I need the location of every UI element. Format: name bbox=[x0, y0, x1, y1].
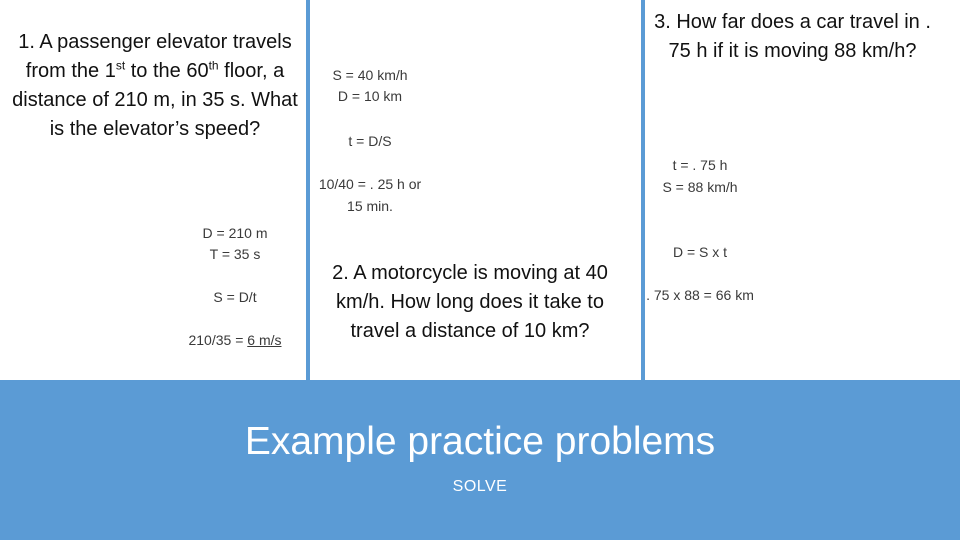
problem2-given-s: S = 40 km/h bbox=[332, 67, 408, 83]
problem2-given-d: D = 10 km bbox=[337, 88, 403, 104]
problem3-calculation: . 75 x 88 = 66 km bbox=[646, 287, 754, 303]
problem3-question: 3. How far does a car travel in . 75 h if it is moving 88 km/h? bbox=[654, 11, 931, 62]
problem2-question: 2. A motorcycle is moving at 40 km/h. How long does it take to travel a distance of 10 km? bbox=[332, 262, 608, 342]
slide-subtitle: SOLVE bbox=[452, 478, 508, 495]
problem1-given-t: T = 35 s bbox=[209, 246, 261, 262]
problem1-given-d: D = 210 m bbox=[202, 225, 268, 241]
slide-title: Example practice problems bbox=[244, 420, 716, 463]
problem1-calculation: 210/35 = 6 m/s bbox=[188, 332, 282, 348]
problem3-formula: D = S x t bbox=[672, 244, 728, 260]
problem2-calculation: 10/40 = . 25 h or 15 min. bbox=[318, 176, 422, 214]
problem1-formula: S = D/t bbox=[213, 289, 257, 305]
problem1-answer: 6 m/s bbox=[247, 332, 282, 348]
problem3-given-s: S = 88 km/h bbox=[662, 179, 738, 195]
problem1-question: 1. A passenger elevator travels from the 1st to the 60th floor, a distance of 210 m, in 35 s. What is the elevator’s speed? bbox=[12, 31, 298, 140]
problem3-given-t: t = . 75 h bbox=[672, 157, 728, 173]
problem2-formula: t = D/S bbox=[348, 133, 392, 149]
